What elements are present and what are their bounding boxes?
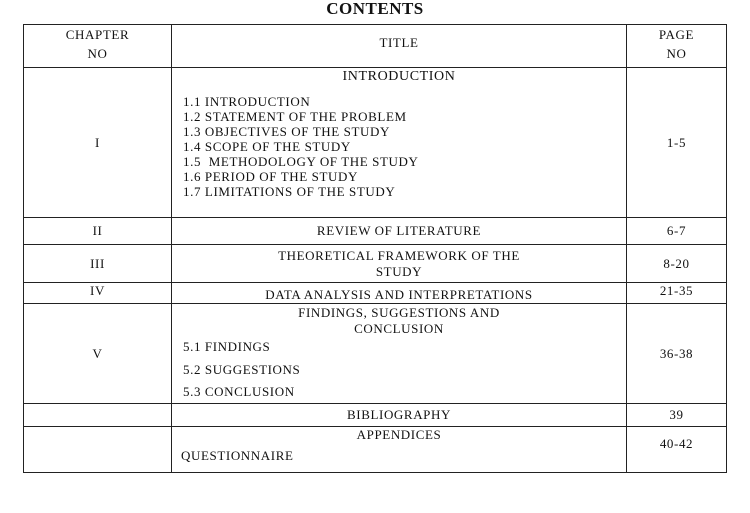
- section-list: [172, 337, 626, 403]
- title-header: TITLE: [172, 25, 627, 68]
- chapter-title: THEORETICAL FRAMEWORK OF THE STUDY: [172, 245, 627, 283]
- list-item: 1.5 METHODOLOGY OF THE STUDY: [183, 154, 419, 169]
- table-row: [24, 404, 727, 427]
- table-row: [24, 427, 727, 473]
- chapter-no-header: CHAPTER NO: [24, 25, 172, 68]
- list-item: 1.3 OBJECTIVES OF THE STUDY: [183, 124, 390, 139]
- chapter-number: III: [24, 245, 172, 283]
- chapter-title: DATA ANALYSIS AND INTERPRETATIONS: [172, 283, 627, 304]
- chapter-number: [24, 427, 172, 473]
- table-header-row: [24, 25, 727, 68]
- chapter-title: REVIEW OF LITERATURE: [172, 218, 627, 245]
- page-title: CONTENTS: [326, 0, 424, 18]
- table-row: [24, 218, 727, 245]
- page-range: 39: [627, 404, 727, 427]
- chapter-number: IV: [24, 283, 172, 304]
- chapter-title: FINDINGS, SUGGESTIONS AND CONCLUSION: [298, 305, 500, 336]
- list-item: 1.7 LIMITATIONS OF THE STUDY: [183, 184, 396, 199]
- list-item: 5.2 SUGGESTIONS: [183, 362, 301, 377]
- chapter-title: APPENDICES: [356, 427, 442, 442]
- contents-table: [23, 24, 727, 473]
- page-range: 40-42: [627, 427, 727, 473]
- list-item: 1.4 SCOPE OF THE STUDY: [183, 139, 351, 154]
- chapter-title-cell: [172, 68, 627, 218]
- chapter-number: II: [24, 218, 172, 245]
- list-item: 5.3 CONCLUSION: [183, 384, 295, 399]
- section-list: [172, 85, 626, 199]
- list-item: 1.1 INTRODUCTION: [183, 94, 311, 109]
- page-range: 8-20: [627, 245, 727, 283]
- list-item: 5.1 FINDINGS: [183, 339, 271, 354]
- table-row: [24, 283, 727, 304]
- list-item: 1.6 PERIOD OF THE STUDY: [183, 169, 358, 184]
- section-list: [172, 443, 626, 463]
- page-range: 36-38: [627, 304, 727, 404]
- page-range: 6-7: [627, 218, 727, 245]
- table-row: [24, 68, 727, 218]
- list-item: 1.2 STATEMENT OF THE PROBLEM: [183, 109, 407, 124]
- chapter-title-cell: [172, 427, 627, 473]
- chapter-number: [24, 404, 172, 427]
- list-item: QUESTIONNAIRE: [181, 448, 294, 463]
- table-row: [24, 304, 727, 404]
- chapter-title: INTRODUCTION: [342, 69, 456, 84]
- table-row: [24, 245, 727, 283]
- chapter-number: I: [24, 68, 172, 218]
- chapter-number: V: [24, 304, 172, 404]
- chapter-title: BIBLIOGRAPHY: [172, 404, 627, 427]
- page-range: 21-35: [627, 283, 727, 304]
- chapter-title-cell: [172, 304, 627, 404]
- page-no-header: PAGE NO: [627, 25, 727, 68]
- page-range: 1-5: [627, 68, 727, 218]
